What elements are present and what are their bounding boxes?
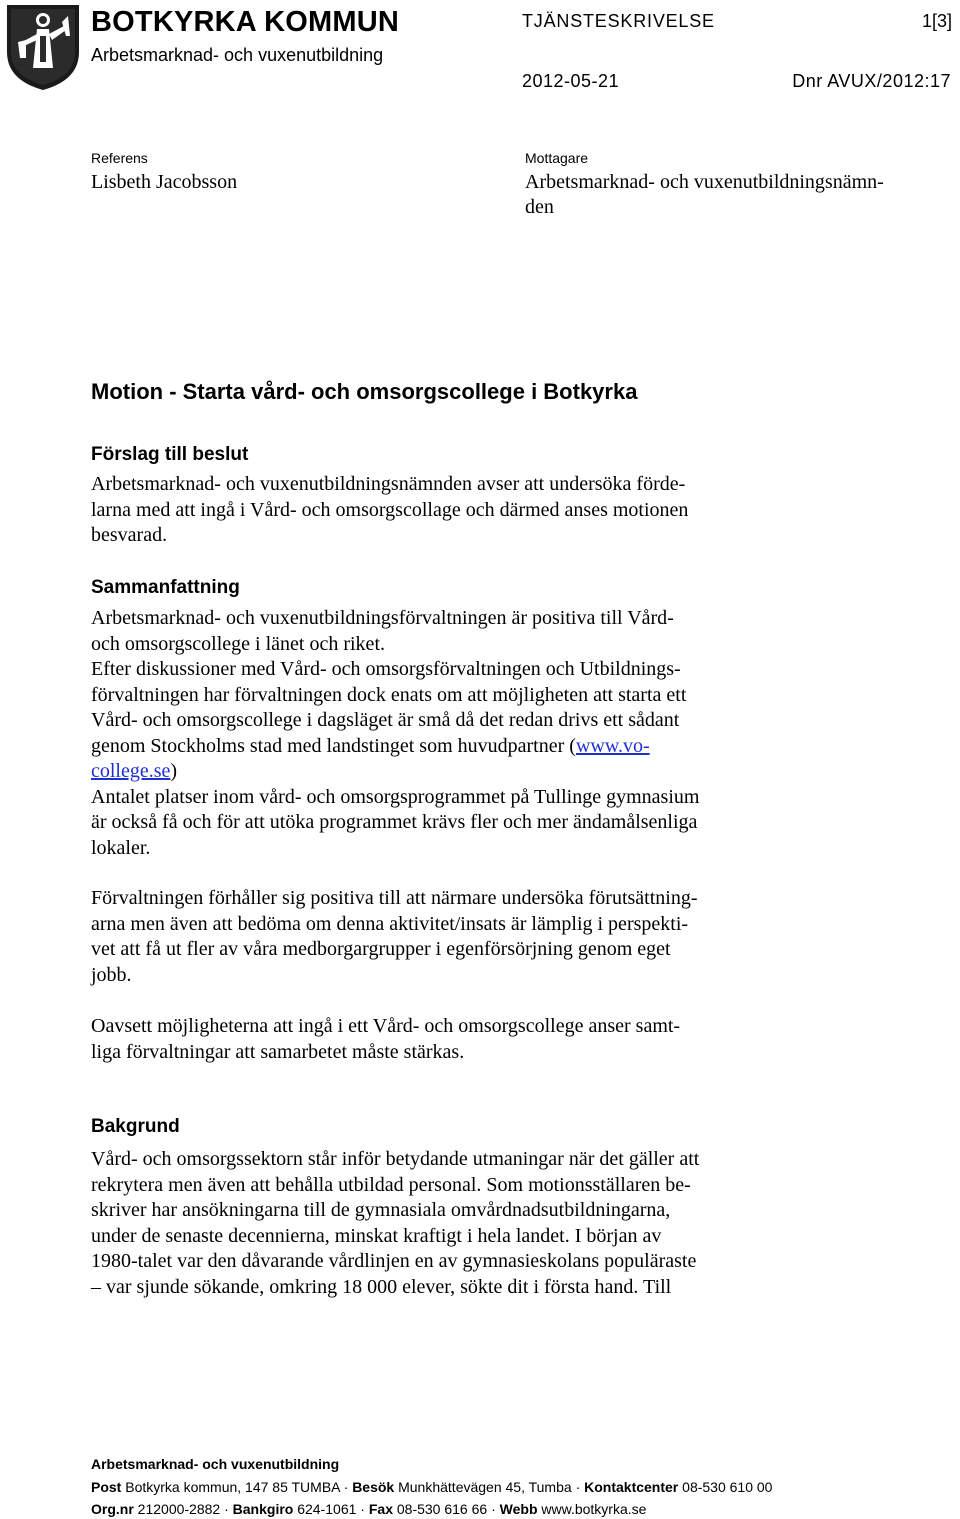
text-line: Förvaltningen förhåller sig positiva till att närmare undersöka förutsättning- (91, 887, 698, 909)
text-line: Arbetsmarknad- och vuxenutbildningsnämnden avser att undersöka förde- (91, 473, 686, 495)
text-line: jobb. (91, 963, 132, 986)
considerations-paragraph (91, 886, 851, 988)
website-link-continuation[interactable]: college.se (91, 760, 171, 782)
footer-bankgiro-value: 624-1061 (297, 1501, 357, 1517)
footer-orgnr-value: 212000-2882 (137, 1501, 221, 1517)
text-line: Antalet platser inom vård- och omsorgsprogrammet på Tullinge gymnasium (91, 785, 700, 808)
footer-fax-label: Fax (368, 1501, 393, 1517)
org-name: BOTKYRKA KOMMUN (91, 6, 400, 38)
text-line: Vård- och omsorgssektorn står inför betydande utmaningar när det gäller att (91, 1148, 700, 1170)
recipient-name (525, 170, 955, 220)
footer-fax-value: 08-530 616 66 (396, 1501, 488, 1517)
text-line: skriver har ansökningarna till de gymnasiala omvårdnadsutbildningarna, (91, 1199, 671, 1221)
background-heading: Bakgrund (91, 1116, 180, 1137)
footer-bankgiro-label: Bankgiro (232, 1501, 294, 1517)
footer-visit-label: Besök (352, 1479, 395, 1495)
footer-web-label: Webb (499, 1501, 538, 1517)
page-number: 1[3] (921, 11, 952, 31)
text-fragment: ) (170, 760, 178, 782)
proposal-paragraph (91, 472, 851, 549)
text-line: Oavsett möjligheterna att ingå i ett Vård- och omsorgscollege anser samt- (91, 1015, 681, 1037)
org-department: Arbetsmarknad- och vuxenutbildning (91, 45, 384, 65)
text-fragment: genom Stockholms stad med landstinget som huvudpartner ( (91, 734, 576, 757)
footer-visit-value: Munkhättevägen 45, Tumba (398, 1479, 572, 1495)
background-paragraph (91, 1147, 851, 1300)
municipal-coat-of-arms-icon (4, 2, 82, 92)
recipient-line: Arbetsmarknad- och vuxenutbildningsnämn- (525, 171, 884, 193)
footer-separator: · (491, 1501, 496, 1517)
document-date: 2012-05-21 (522, 71, 620, 91)
cooperation-paragraph (91, 1014, 851, 1065)
proposal-heading: Förslag till beslut (91, 444, 249, 465)
footer-contact-value: 08-530 610 00 (682, 1479, 773, 1495)
reference-label: Referens (91, 150, 148, 166)
text-line (91, 734, 851, 760)
text-line: besvarad. (91, 524, 168, 546)
text-line (91, 759, 851, 785)
text-line: lokaler. (91, 836, 151, 859)
text-line: förvaltningen har förvaltningen dock enats om att möjligheten att starta ett (91, 683, 687, 706)
text-line: arna men även att bedöma om denna aktivitet/insats är lämplig i perspekti- (91, 912, 689, 935)
footer-post-label: Post (91, 1479, 122, 1495)
footer-web-value[interactable]: www.botkyrka.se (541, 1501, 647, 1517)
document-title: Motion - Starta vård- och omsorgscollege i Botkyrka (91, 379, 638, 404)
text-line: Efter diskussioner med Vård- och omsorgsförvaltningen och Utbildnings- (91, 658, 681, 680)
text-line: Arbetsmarknad- och vuxenutbildningsförvaltningen är positiva till Vård- (91, 607, 674, 629)
recipient-line: den (525, 196, 554, 218)
footer-orgnr-label: Org.nr (91, 1501, 134, 1517)
footer-department: Arbetsmarknad- och vuxenutbildning (91, 1456, 340, 1472)
footer-separator: · (224, 1501, 229, 1517)
reference-name: Lisbeth Jacobsson (91, 171, 238, 193)
text-line: larna med att ingå i Vård- och omsorgscollage och därmed anses motionen (91, 498, 689, 521)
footer-contact-label: Kontaktcenter (584, 1479, 679, 1495)
text-line: vet att få ut fler av våra medborgargrupper i egenförsörjning genom eget (91, 938, 671, 960)
footer-separator: · (360, 1501, 365, 1517)
summary-paragraph (91, 606, 851, 861)
footer-separator: · (343, 1479, 349, 1495)
footer-post-value: Botkyrka kommun, 147 85 TUMBA (125, 1479, 340, 1495)
text-line: Vård- och omsorgscollege i dagsläget är små då det redan drivs ett sådant (91, 709, 680, 731)
text-line: är också få och för att utöka programmet krävs fler och mer ändamålsenliga (91, 811, 698, 833)
text-line: liga förvaltningar att samarbetet måste stärkas. (91, 1040, 465, 1063)
document-type: TJÄNSTESKRIVELSE (522, 11, 715, 31)
summary-heading: Sammanfattning (91, 577, 240, 598)
text-line: – var sjunde sökande, omkring 18 000 elever, sökte dit i första hand. Till (91, 1275, 672, 1298)
text-line: under de senaste decennierna, minskat kraftigt i hela landet. I början av (91, 1224, 662, 1247)
website-link[interactable]: www.vo- (575, 734, 650, 757)
text-line: och omsorgscollege i länet och riket. (91, 632, 385, 655)
text-line: rekrytera men även att behålla utbildad personal. Som motionsställaren be- (91, 1173, 691, 1196)
diary-number: Dnr AVUX/2012:17 (792, 71, 951, 91)
footer-separator: · (575, 1479, 581, 1495)
recipient-label: Mottagare (525, 150, 589, 166)
footer-registry-line (91, 1500, 646, 1518)
footer-contact-line (91, 1478, 772, 1496)
text-line: 1980-talet var den dåvarande vårdlinjen en av gymnasieskolans populäraste (91, 1250, 697, 1272)
